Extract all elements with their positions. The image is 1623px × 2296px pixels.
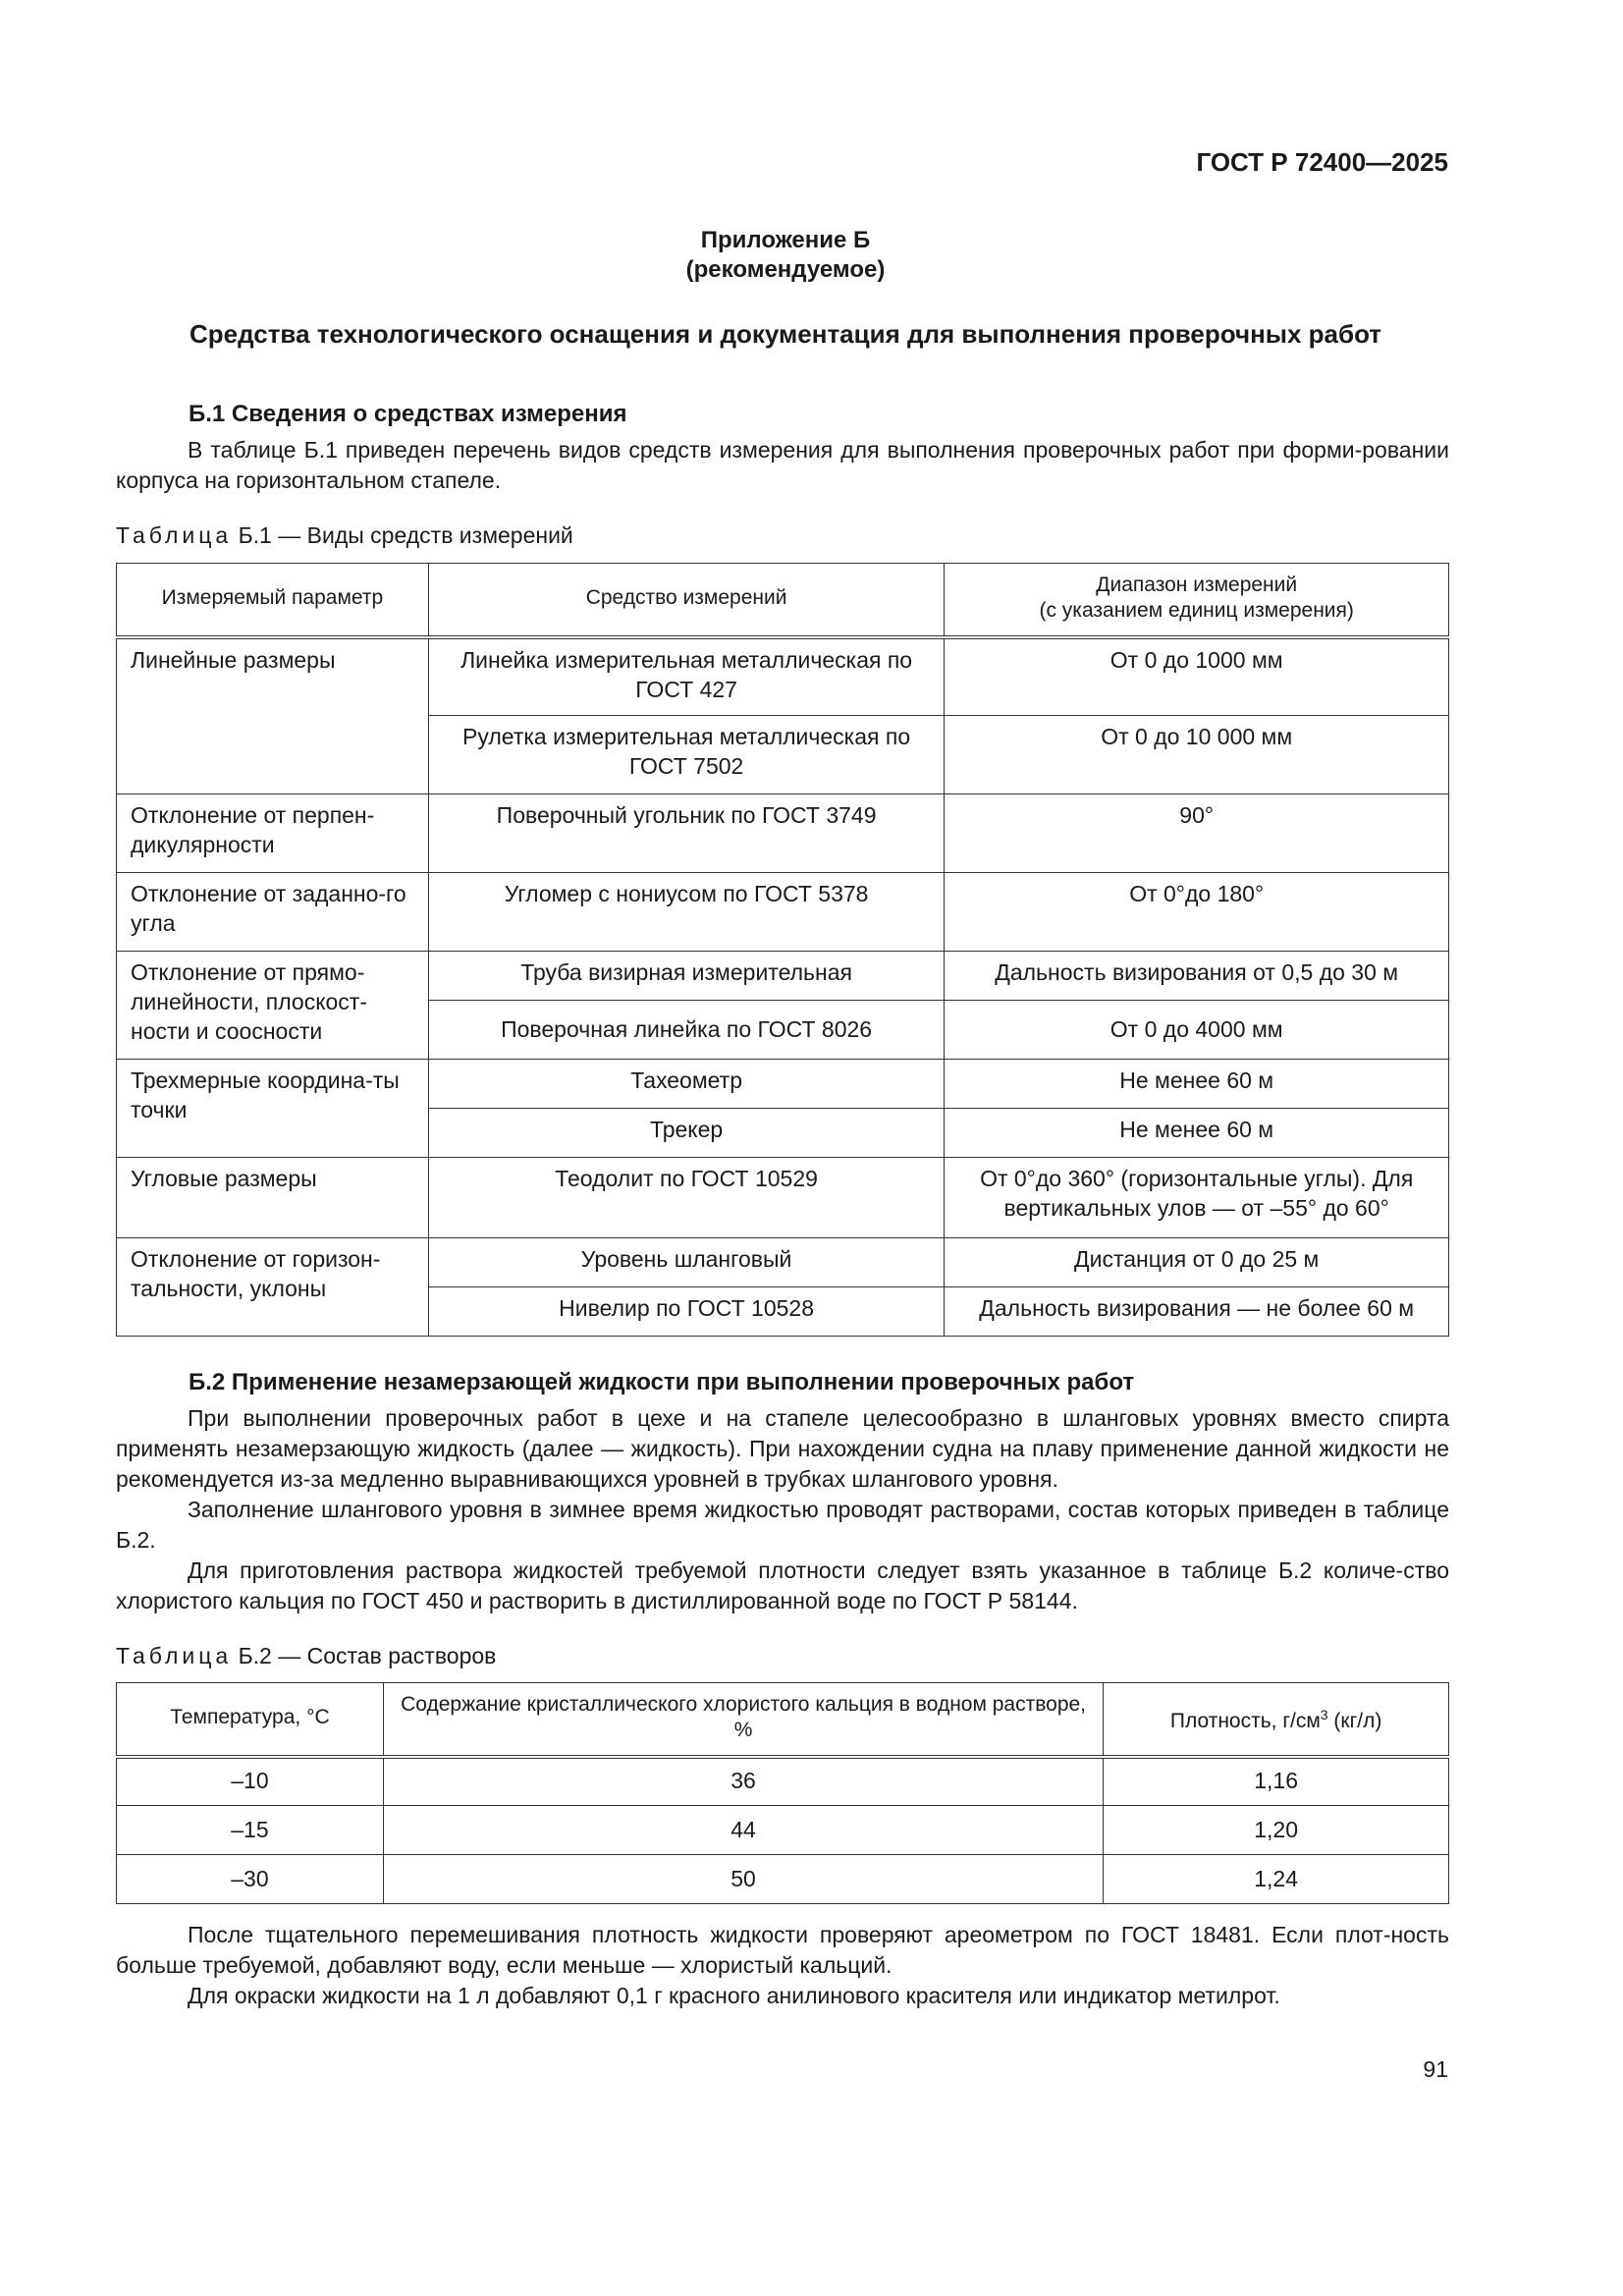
superscript: 3 bbox=[1320, 1706, 1328, 1722]
table-cell-param: Угловые размеры bbox=[117, 1158, 429, 1238]
page-number: 91 bbox=[1423, 2056, 1448, 2082]
appendix-heading bbox=[0, 226, 1571, 285]
table-cell: 1,24 bbox=[1104, 1855, 1449, 1904]
caption-prefix: Таблица bbox=[116, 522, 233, 548]
paragraph: Заполнение шлангового уровня в зимнее время жидкостью проводят растворами, состав которых приведен в таблице Б.2. bbox=[116, 1497, 1449, 1553]
table-header-cell: Средство измерений bbox=[428, 564, 945, 637]
density-header-unit: (кг/л) bbox=[1327, 1709, 1382, 1732]
closing-paragraphs bbox=[116, 1920, 1449, 2011]
table-cell: 44 bbox=[383, 1806, 1103, 1855]
table-cell-range: Не менее 60 м bbox=[945, 1109, 1449, 1158]
section-b2-paragraphs bbox=[116, 1403, 1449, 1616]
table-cell: 1,20 bbox=[1104, 1806, 1449, 1855]
table-header-cell: Содержание кристаллического хлористого кальция в водном растворе, % bbox=[383, 1683, 1103, 1757]
paragraph: При выполнении проверочных работ в цехе и на стапеле целесообразно в шланговых уровнях вместо спирта применять незамерзающую жидкость (далее — жидкость). При нахождении судна на плаву применение данной жидкости не рекомендуется из-за медленно выравнивающихся уровней в трубках шлангового уровня. bbox=[116, 1405, 1449, 1492]
paragraph: После тщательного перемешивания плотность жидкости проверяют ареометром по ГОСТ 18481. Если плот-ность больше требуемой, добавляют воду, если меньше — хлористый кальций. bbox=[116, 1922, 1449, 1978]
table-cell: –30 bbox=[117, 1855, 384, 1904]
table-cell: –15 bbox=[117, 1806, 384, 1855]
table-cell-range: 90° bbox=[945, 794, 1449, 873]
table-cell-tool: Поверочный угольник по ГОСТ 3749 bbox=[428, 794, 945, 873]
density-header-text: Плотность, г/см bbox=[1169, 1709, 1321, 1732]
section-heading-b2: Б.2 Применение незамерзающей жидкости при выполнении проверочных работ bbox=[189, 1369, 1135, 1395]
table-cell: 50 bbox=[383, 1855, 1103, 1904]
table-cell-range: От 0°до 180° bbox=[945, 873, 1449, 952]
table-cell-tool: Труба визирная измерительная bbox=[428, 952, 945, 1001]
caption-prefix: Таблица bbox=[116, 1643, 233, 1668]
table-cell-param: Отклонение от горизон-тальности, уклоны bbox=[117, 1238, 429, 1337]
caption-text: Б.1 — Виды средств измерений bbox=[238, 522, 573, 548]
table-header-cell bbox=[1104, 1683, 1449, 1757]
table-cell-param: Отклонение от перпен-дикулярности bbox=[117, 794, 429, 873]
table-cell: 1,16 bbox=[1104, 1757, 1449, 1806]
section-heading-b1: Б.1 Сведения о средствах измерения bbox=[189, 401, 627, 427]
table-cell-tool: Трекер bbox=[428, 1109, 945, 1158]
paragraph: Для окраски жидкости на 1 л добавляют 0,1 г красного анилинового красителя или индикатор метилрот. bbox=[188, 1983, 1280, 2008]
paragraph: Для приготовления раствора жидкостей требуемой плотности следует взять указанное в таблице Б.2 количе-ство хлористого кальция по ГОСТ 450 и растворить в дистиллированной воде по ГОСТ Р 58144. bbox=[116, 1558, 1449, 1613]
table-cell-tool: Нивелир по ГОСТ 10528 bbox=[428, 1287, 945, 1337]
table-header-cell: Измеряемый параметр bbox=[117, 564, 429, 637]
table-cell-tool: Угломер с нониусом по ГОСТ 5378 bbox=[428, 873, 945, 952]
table-cell-tool: Уровень шланговый bbox=[428, 1238, 945, 1287]
table-cell-tool: Линейка измерительная металлическая по ГОСТ 427 bbox=[428, 637, 945, 716]
table-cell-range: От 0 до 1000 мм bbox=[945, 637, 1449, 716]
table-cell: 36 bbox=[383, 1757, 1103, 1806]
table-cell-param: Трехмерные координа-ты точки bbox=[117, 1060, 429, 1158]
table-b1-caption bbox=[116, 522, 573, 549]
appendix-title: Средства технологического оснащения и документация для выполнения проверочных работ bbox=[189, 319, 1382, 349]
table-cell-tool: Рулетка измерительная металлическая по ГОСТ 7502 bbox=[428, 716, 945, 794]
table-cell-tool: Поверочная линейка по ГОСТ 8026 bbox=[428, 1001, 945, 1060]
section-b1-paragraph bbox=[116, 435, 1449, 496]
table-cell-tool: Теодолит по ГОСТ 10529 bbox=[428, 1158, 945, 1238]
table-cell-range: Дальность визирования — не более 60 м bbox=[945, 1287, 1449, 1337]
caption-text: Б.2 — Состав растворов bbox=[238, 1643, 497, 1668]
table-cell-range: Не менее 60 м bbox=[945, 1060, 1449, 1109]
table-cell-param: Отклонение от прямо-линейности, плоскост-ности и соосности bbox=[117, 952, 429, 1060]
table-cell-tool: Тахеометр bbox=[428, 1060, 945, 1109]
table-cell-range: Дистанция от 0 до 25 м bbox=[945, 1238, 1449, 1287]
table-cell-range: Дальность визирования от 0,5 до 30 м bbox=[945, 952, 1449, 1001]
paragraph: В таблице Б.1 приведен перечень видов средств измерения для выполнения проверочных работ при форми-ровании корпуса на горизонтальном стапеле. bbox=[116, 437, 1449, 493]
appendix-label: Приложение Б bbox=[700, 227, 871, 253]
measurement-tools-table bbox=[116, 563, 1449, 1337]
solutions-table bbox=[116, 1682, 1449, 1904]
table-cell: –10 bbox=[117, 1757, 384, 1806]
table-cell-param: Отклонение от заданно-го угла bbox=[117, 873, 429, 952]
table-header-cell: Диапазон измерений (с указанием единиц измерения) bbox=[945, 564, 1449, 637]
table-cell-range: От 0 до 10 000 мм bbox=[945, 716, 1449, 794]
table-cell-range: От 0°до 360° (горизонтальные углы). Для вертикальных улов — от –55° до 60° bbox=[945, 1158, 1449, 1238]
document-standard-number: ГОСТ Р 72400—2025 bbox=[1196, 147, 1448, 177]
table-cell-param: Линейные размеры bbox=[117, 637, 429, 794]
table-header-cell: Температура, °С bbox=[117, 1683, 384, 1757]
appendix-status: (рекомендуемое) bbox=[685, 256, 886, 283]
table-cell-range: От 0 до 4000 мм bbox=[945, 1001, 1449, 1060]
table-b2-caption bbox=[116, 1643, 496, 1669]
